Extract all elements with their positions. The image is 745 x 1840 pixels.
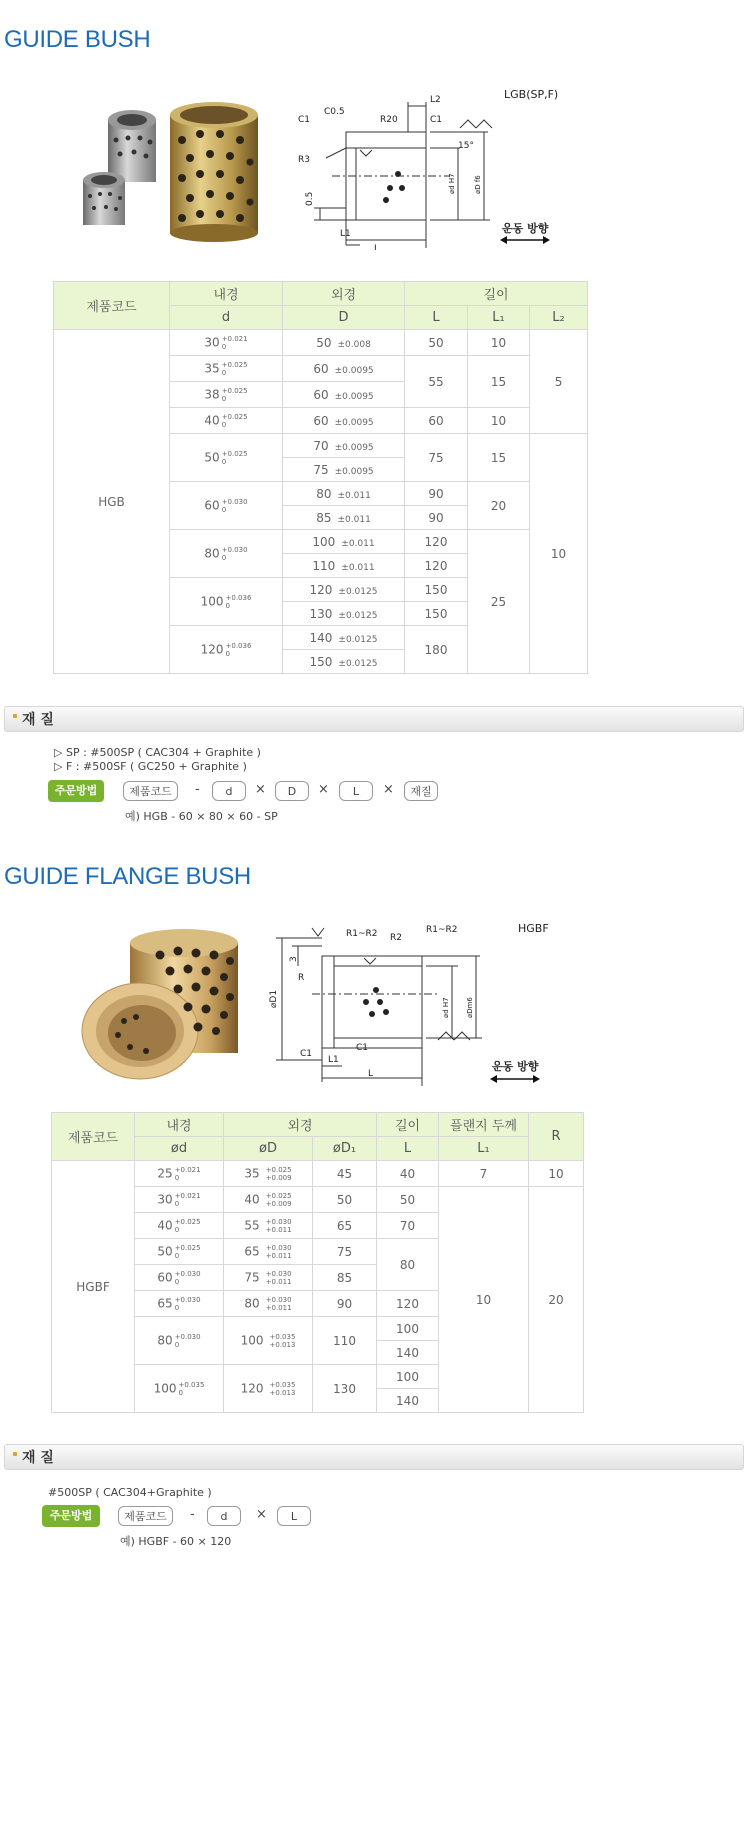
dim-dm6: ⌀Dm6 xyxy=(466,997,474,1018)
table-cell-L2: 5 xyxy=(530,330,588,434)
order-dash: - xyxy=(195,782,200,797)
table-cell-L: 75 xyxy=(405,434,468,482)
order-example: 예) HGB - 60 × 80 × 60 - SP xyxy=(125,810,278,823)
table-cell: 35 +0.025 +0.009 xyxy=(224,1161,313,1187)
table-cell-L1: 15 xyxy=(468,434,530,482)
table-cell: 25 +0.021 0 xyxy=(135,1161,224,1187)
table-cell-L: 120 xyxy=(405,530,468,554)
table-cell-D: 110 ±0.011 xyxy=(283,554,405,578)
order-example: 예) HGBF - 60 × 120 xyxy=(120,1535,232,1548)
dim-df6: ⌀D f6 xyxy=(474,175,482,194)
bullet-icon xyxy=(13,714,17,718)
table-cell-L: 80 xyxy=(377,1239,439,1291)
table-cell-L: 70 xyxy=(377,1213,439,1239)
header-L1: L₁ xyxy=(439,1137,529,1161)
dim-r2: R2 xyxy=(390,933,402,943)
order-pill-D: D xyxy=(275,781,309,801)
dim-c1: C1 xyxy=(300,1049,313,1059)
table-cell-d: 60 +0.030 0 xyxy=(170,482,283,530)
table-cell: 65 +0.030 +0.011 xyxy=(224,1239,313,1265)
dim-dh7: ⌀d H7 xyxy=(442,997,450,1018)
dim-c1-right: C1 xyxy=(430,115,443,125)
table-cell-d: 40 +0.025 0 xyxy=(170,408,283,434)
table-cell-L: 90 xyxy=(405,482,468,506)
material-header-text: 재 질 xyxy=(22,1450,54,1466)
table-cell: 65 +0.030 0 xyxy=(135,1291,224,1317)
table-cell-L: 40 xyxy=(377,1161,439,1187)
table-cell-L1: 10 xyxy=(468,330,530,356)
dim-05: 0.5 xyxy=(305,191,315,206)
table-cell-L: 120 xyxy=(405,554,468,578)
header-R: R xyxy=(529,1113,584,1161)
dim-r20: R20 xyxy=(380,115,398,125)
guide-bush-spec-table xyxy=(53,281,588,674)
table-cell-d: 50 +0.025 0 xyxy=(170,434,283,482)
dim-l2: L2 xyxy=(430,95,441,105)
table-cell: 60 +0.030 0 xyxy=(135,1265,224,1291)
dim-3: 3 xyxy=(289,956,299,962)
table-cell: 120 +0.035 +0.013 xyxy=(224,1365,313,1413)
order-times: × xyxy=(256,1507,267,1522)
direction-label: 운동 방향 xyxy=(492,1060,539,1073)
table-cell-D: 60 ±0.0095 xyxy=(283,382,405,408)
table-cell-L: 60 xyxy=(405,408,468,434)
table-cell: 55 +0.030 +0.011 xyxy=(224,1213,313,1239)
table-cell-D: 130 ±0.0125 xyxy=(283,602,405,626)
table-cell-L2: 10 xyxy=(530,434,588,674)
order-times: × xyxy=(383,782,394,797)
table-cell-d: 100 +0.036 0 xyxy=(170,578,283,626)
table-cell-L: 150 xyxy=(405,602,468,626)
table-cell-L: 90 xyxy=(405,506,468,530)
dim-r1r2-right: R1~R2 xyxy=(426,925,458,935)
order-times: × xyxy=(255,782,266,797)
flange-bush-photo xyxy=(78,925,243,1085)
direction-label: 운동 방향 xyxy=(502,222,549,235)
order-pill-L: L xyxy=(277,1506,311,1526)
table-cell-d: 120 +0.036 0 xyxy=(170,626,283,674)
table-cell-D: 80 ±0.011 xyxy=(283,482,405,506)
dim-c05: C0.5 xyxy=(324,107,345,117)
table-cell-L1: 7 xyxy=(439,1161,529,1187)
table-cell-L1: 10 xyxy=(439,1187,529,1413)
table-cell-L1: 25 xyxy=(468,530,530,674)
material-line-f: ▷ F : #500SF ( GC250 + Graphite ) xyxy=(54,760,247,773)
table-cell-L: 100 xyxy=(377,1365,439,1389)
table-cell: 75 +0.030 +0.011 xyxy=(224,1265,313,1291)
table-cell-D1: 75 xyxy=(313,1239,377,1265)
table-cell-L: 140 xyxy=(377,1389,439,1413)
dim-r1r2: R1~R2 xyxy=(346,929,378,939)
drawing-label: LGB(SP,F) xyxy=(504,88,559,101)
dim-l: L xyxy=(368,1069,374,1079)
table-cell: 100 +0.035 0 xyxy=(135,1365,224,1413)
table-cell-D1: 90 xyxy=(313,1291,377,1317)
order-times: × xyxy=(318,782,329,797)
table-cell: 30 +0.021 0 xyxy=(135,1187,224,1213)
table-cell-L: 50 xyxy=(377,1187,439,1213)
table-cell-L: 120 xyxy=(377,1291,439,1317)
order-pill-L: L xyxy=(339,781,373,801)
header-L1: L₁ xyxy=(468,306,530,330)
table-cell: 80 +0.030 +0.011 xyxy=(224,1291,313,1317)
table-cell-L1: 20 xyxy=(468,482,530,530)
table-cell: 50 +0.025 0 xyxy=(135,1239,224,1265)
dim-d1: ⌀D1 xyxy=(269,989,279,1008)
header-L: L xyxy=(405,306,468,330)
table-cell-L: 180 xyxy=(405,626,468,674)
header-inner-diameter: 내경 xyxy=(170,282,283,306)
bullet-icon xyxy=(13,1452,17,1456)
material-header-text: 재 질 xyxy=(22,712,54,728)
dim-r: R xyxy=(298,973,305,983)
order-pill-product-code: 제품코드 xyxy=(118,1506,173,1526)
header-flange-thickness: 플랜지 두께 xyxy=(439,1113,529,1137)
table-cell: 40 +0.025 0 xyxy=(135,1213,224,1239)
table-cell-D: 120 ±0.0125 xyxy=(283,578,405,602)
table-cell-L1: 10 xyxy=(468,408,530,434)
order-pill-material: 재질 xyxy=(404,781,438,801)
header-outer-diameter: 외경 xyxy=(224,1113,377,1137)
dim-dh7: ⌀d H7 xyxy=(448,173,456,194)
order-pill-product-code: 제품코드 xyxy=(123,781,178,801)
table-cell: 80 +0.030 0 xyxy=(135,1317,224,1365)
table-cell-D: 70 ±0.0095 xyxy=(283,434,405,458)
order-pill-d: d xyxy=(212,781,246,801)
dim-l: L xyxy=(374,244,380,250)
direction-arrow-icon xyxy=(490,1073,540,1085)
product-code-cell: HGBF xyxy=(52,1161,135,1413)
table-cell-d: 35 +0.025 0 xyxy=(170,356,283,382)
material-header-bar xyxy=(4,706,744,732)
table-cell-D: 150 ±0.0125 xyxy=(283,650,405,674)
header-product-code: 제품코드 xyxy=(52,1113,135,1161)
table-cell-L: 50 xyxy=(405,330,468,356)
header-d: ød xyxy=(135,1137,224,1161)
table-cell-D: 85 ±0.011 xyxy=(283,506,405,530)
table-cell-D: 100 ±0.011 xyxy=(283,530,405,554)
order-method-badge: 주문방법 xyxy=(42,1505,100,1527)
table-cell-D1: 50 xyxy=(313,1187,377,1213)
table-cell-L: 100 xyxy=(377,1317,439,1341)
table-cell-D1: 65 xyxy=(313,1213,377,1239)
table-cell-D1: 85 xyxy=(313,1265,377,1291)
header-outer-diameter: 외경 xyxy=(283,282,405,306)
table-cell-D: 60 ±0.0095 xyxy=(283,356,405,382)
table-cell-d: 38 +0.025 0 xyxy=(170,382,283,408)
table-cell-L1: 15 xyxy=(468,356,530,408)
header-D1: øD₁ xyxy=(313,1137,377,1161)
table-cell-D: 75 ±0.0095 xyxy=(283,458,405,482)
table-cell-d: 80 +0.030 0 xyxy=(170,530,283,578)
material-header-bar xyxy=(4,1444,744,1470)
table-cell-L: 150 xyxy=(405,578,468,602)
header-L: L xyxy=(377,1137,439,1161)
dim-angle: 15° xyxy=(458,141,474,151)
product-code-cell: HGB xyxy=(54,330,170,674)
d-value: 30 xyxy=(204,335,220,349)
dim-r3: R3 xyxy=(298,155,310,165)
header-D: øD xyxy=(224,1137,313,1161)
header-L2: L₂ xyxy=(530,306,588,330)
direction-arrow-icon xyxy=(500,234,550,246)
table-cell-D1: 110 xyxy=(313,1317,377,1365)
table-cell-L: 140 xyxy=(377,1341,439,1365)
flange-bush-drawing xyxy=(262,918,502,1088)
table-cell-R: 20 xyxy=(529,1187,584,1413)
header-product-code: 제품코드 xyxy=(54,282,170,330)
dim-l1: L1 xyxy=(328,1055,339,1065)
order-method-badge: 주문방법 xyxy=(48,780,104,802)
dim-l1: L1 xyxy=(340,229,351,239)
table-cell-L: 55 xyxy=(405,356,468,408)
table-cell-R: 10 xyxy=(529,1161,584,1187)
header-D: D xyxy=(283,306,405,330)
dim-c1-right: C1 xyxy=(356,1043,369,1053)
dim-c1: C1 xyxy=(298,115,311,125)
table-cell-D: 60 ±0.0095 xyxy=(283,408,405,434)
order-dash: - xyxy=(190,1507,195,1522)
guide-bush-photo xyxy=(78,100,268,245)
section-title-guide-flange-bush: GUIDE FLANGE BUSH xyxy=(4,863,251,890)
table-cell-D1: 130 xyxy=(313,1365,377,1413)
table-cell-D: 140 ±0.0125 xyxy=(283,626,405,650)
header-d: d xyxy=(170,306,283,330)
table-cell: 40 +0.025 +0.009 xyxy=(224,1187,313,1213)
header-length: 길이 xyxy=(377,1113,439,1137)
material-line: #500SP ( CAC304+Graphite ) xyxy=(48,1486,212,1499)
table-cell-D: 50 ±0.008 xyxy=(283,330,405,356)
table-cell-D1: 45 xyxy=(313,1161,377,1187)
flange-bush-spec-table xyxy=(51,1112,584,1413)
header-inner-diameter: 내경 xyxy=(135,1113,224,1137)
header-length: 길이 xyxy=(405,282,588,306)
drawing-label: HGBF xyxy=(518,922,549,935)
table-cell-d: 30 +0.021 0 xyxy=(170,330,283,356)
order-pill-d: d xyxy=(207,1506,241,1526)
table-cell: 100 +0.035 +0.013 xyxy=(224,1317,313,1365)
section-title-guide-bush: GUIDE BUSH xyxy=(4,26,151,53)
material-line-sp: ▷ SP : #500SP ( CAC304 + Graphite ) xyxy=(54,746,261,759)
